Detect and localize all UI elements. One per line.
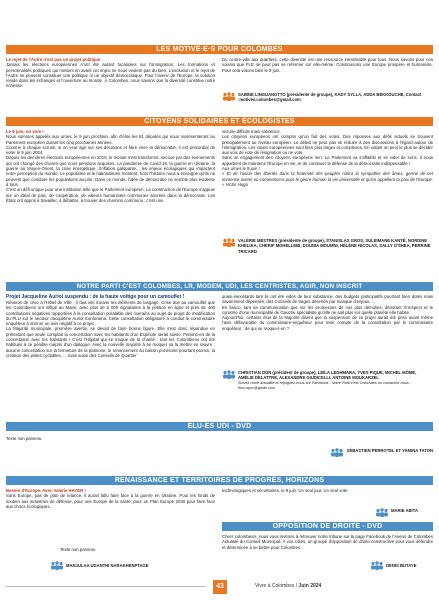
citoyens-r1: victoire difficile mais salvatrice. (222, 129, 281, 134)
renaissance-right-body: technologiques et sécuritaires, le 9 juin. Un seul jour. Un seul vote. (222, 488, 349, 493)
citoyens-sig-name: VALÉRIE MESTRES (présidente de groupe), STANISLAS GROS, SULEIMANE KANTÉ, NORDINE KHELIKA, CHERIF MOHELLEBI, DOUNIA MOUMNI, HÉLÈNE NICOLAS, SALLY O'SHEA, PERRINE TRICARD (238, 238, 431, 254)
notreparti-p2: La Majorité municipale, première avertie, se devait de faire bonne figure. Elle s'est donc répandue en prétextant que seule comptait la concertation avec les habitants d'un Espinole serait suivie. Parlons-en de la concertation avec les habitants ! C'est l'Hôpital qui se moque de la charité : tant les Colombiens ont été habitués à ce pénible mépris d'un dialogue. Avec la nouvelle majorité à se moquer sa la mettre en œuvre : aucune concertation sur la fermeture de la patinoire, le renoncement au bassin provisoire pourtant promis, la création des pistes cyclables, ... mais aussi des Conseils de Quartier (6, 326, 215, 358)
section-header-opposition: OPPOSITION DE DROITE - DVD (222, 522, 433, 531)
citoyens-signature (222, 238, 433, 254)
manjulaa-body: Texte non parvenu (60, 547, 96, 552)
elus-udi-sig-name: SÉBASTIEN PERROTEL ET YAMINA TATON (346, 448, 433, 453)
page-number: 43 (216, 583, 224, 590)
citoyens-p4: C'est un défi unique pour une institution telle que le Parlement européen. La construction de l'Europe s'appuie sur un idéal de paix, de coopération, de valeurs humanistes communes ancrées dans la démocratie. Les États ont appris à travailler, à débattre, à trouver des chemins communs : c'est une (6, 187, 215, 203)
renaissance-sig-name: MARIE ABITA (391, 508, 418, 513)
opposition-signature (370, 561, 433, 570)
citoyens-r3: Sans un engagement des citoyens européens rien. Le Parlement va s'affaiblir et se vider de sens. Il nous appartient de maintenir l'Europe en vie, et de continuer la défense de la démocratie indispensable ! (222, 155, 433, 166)
notreparti-right-column (222, 294, 433, 331)
people-icon (375, 508, 388, 517)
section-header-citoyens: CITOYENS SOLIDAIRES ET ÉCOLOGISTES (6, 117, 433, 126)
notreparti-sig-name: CHRISTIAN DON (président de groupe), LEÏLA LEGHMARA, YVES PIQUE, MICHEL MÔME, AMÉLIE DELATTRE, ALEXANDRE GIUDICELLI, ANTOINE MOUKARZEL (238, 370, 417, 381)
people-icon (222, 238, 235, 247)
notreparti-r1: quasi-inexistants tant ils ont été vidés de leur substance, des budgets participatifs pourtant bien dotés mais savamment dépensés, des Conseils de Sages désertés par manque d'enjeux, ... (222, 294, 433, 305)
footer-title: Vivre à Colombes / Juin 2024 (255, 583, 322, 589)
notreparti-signature (222, 370, 433, 390)
page-footer (0, 580, 439, 600)
citoyens-right-column (222, 129, 433, 187)
opposition-body: Chers colombiens, nous vous invitons à retrouver notre tribune sur la page Facebook de l'Avenir de Colombes Actualité du Conseil Municipal. À vos côtés, un groupe d'opposition de droite constructive pour vous défendre et déterminée à se battre pour Colombes. (222, 534, 433, 550)
people-icon (222, 92, 235, 101)
people-icon (330, 448, 343, 457)
renaissance-heading: Besoin d'Europe. Avec Valerie HAYER ! (6, 488, 86, 493)
motives-left-column (6, 57, 215, 89)
citoyens-p1: Nous sommes appelés aux urnes, le 9 juin prochain, afin d'élire les 81 députés qui nous représenteront au Parlement européen durant les cinq prochaines années. (6, 134, 215, 145)
section-header-motives: LES MOTIVÉ·E·S POUR COLOMBES (6, 45, 433, 54)
manjulaa-signature (50, 561, 220, 570)
section-header-renaissance: RENAISSANCE ET TERRITOIRES DE PROGRÈS, HORIZONS (6, 476, 433, 485)
elus-udi-signature (330, 448, 433, 453)
renaissance-right-column (222, 488, 433, 493)
citoyens-r2: Les citoyens européens ont compris qu'on fait des votes. Des réponses aux défis actuels se trouvent principalement au niveau européen. Le débat ne peut pas se réduire à des discussions à l'égard autour de l'immigration. Les vraies européennes sont bien plus larges et complexes. En votant on peut le plus se décider aux voix de vote de résignation ou ne vote. (222, 134, 433, 156)
citoyens-p2: Comme à chaque scrutin, si on veut agir sur ses décisions et faire vivre la démocratie, il est primordial de voter le 9 juin 2024. (6, 144, 215, 156)
notreparti-p1: Réunion de crise à l'Hôtel de Ville : il faut vite trouver les éléments de langage. Crise due au camouflet que les Colombiens ont infligé au Maire, avec plus de 2 000 signataires à la pétition en ligne et près de 400 contributions négatives rapportées à la consultation préalable des riverains au sujet du projet de modification du PLU sur le secteur Jacqueline Auriol-Conforama. Cette consultation obligatoire a conduit le commissaire enquêteur à donner un avis négatif à ce projet. (6, 300, 215, 327)
citoyens-left-column (6, 129, 215, 203)
section-header-notreparti: NOTRE PARTI C'EST COLOMBES, LR, MODEM, UDI, LES CENTRISTES, AGIR, NON INSCRIT (6, 282, 433, 291)
notreparti-heading: Projet Jacqueline Auriol suspendu : de la haute voltige pour un camouflet ! (6, 294, 185, 300)
motives-right-body: Du centre-ville aux quartiers, cette diversité est une ressource inestimable pour tous. Nous savons pour nos voisins que FLE ne peut pas se refermer sur elle-même. Construisons une Europe prospère et humaniste. Pour cela votons bien le 9 juin. (222, 57, 433, 73)
citoyens-p3: Depuis les dernières élections européennes en 2019, le monde s'est transformé, secoué par des événements qui ont changé des choses que nous pensions acquises. La pandémie de Covid-19, la guerre en Ukraine, la guerre au Moyen-Orient, la crise énergétique, l'inflation galopante... les enjeux écologiques qui impactent notre perception du monde. Le populisme et le nationalisme montent, hors l'histoire nous a enseigné qu'ils ne peuvent que conduire les populations au pire. Dans ce monde, l'idée de démocratie ne semble plus évidente à tous. (6, 155, 215, 187)
motives-signature (222, 92, 433, 102)
motives-right-column (222, 57, 433, 73)
notreparti-r2: En fiasco, tant sa communication que sur les promesses de nos plus démolies, dénotant l'irrespect et le cynisme d'une municipalité de Gauche spécialiste qu'elle ne sait plus sur quelle planète elle habite. (222, 304, 433, 315)
notreparti-sig-contact: Suivez notre actualité et rejoignez-nous sur Facebook : Notre Parti c'est Colombes ou contactez-nous : elus.npcc@gmail.com (238, 380, 411, 390)
people-icon (50, 561, 63, 570)
section-header-elus-udi: ÉLU-ES UDI - DVD (6, 422, 433, 431)
renaissance-body: Sans Europe, pas de plan de relance, il aurait fallu faire face à la guerre en Ukraine. Pour les fonds de soutien aux industries de défense, pour une Europe de la santé, pour un Plan Europe 2030 pour faire face aux chocs écologiques, (6, 493, 215, 509)
citoyens-r4: Aux urnes le 9 juin ! (222, 166, 260, 172)
citoyens-heading: Le 9 juin, on vote ! (6, 129, 44, 134)
magazine-name: Vivre à Colombes (255, 583, 295, 589)
motives-sig-name: SABINE LINGUANOTTO (présidente de groupe), KADY SYLLA, ADDA BEKKOUCHE, Contact :motives.colombes@gmail.com (238, 92, 422, 103)
page-number-box (213, 580, 227, 594)
renaissance-signature (375, 508, 433, 514)
issue-date: Juin 2024 (298, 583, 322, 589)
motives-body: Jamais les élections européennes n'ont été autant focalisées sur l'immigration. Les formations et personnalités politiques qui mettent en avant cet enjeu ne nous veulent pas du bien. L'exclusion et le rejet de l'Autre ne peuvent constituer une politique ni un objectif démocratique. Pour l'avenir de l'Europe, la solution réside dans les échanges et l'ouverture au monde. À Colombes, nous savons que la diversité constitue notre richesse. (6, 62, 215, 89)
motives-heading: Le rejet de l'Autre n'est pas un projet politique (6, 57, 101, 62)
footer-rule (6, 586, 206, 587)
elus-udi-body: Texte non parvenu (6, 436, 42, 441)
people-icon (370, 561, 383, 570)
opposition-sig-name: DENIS BUTAYE (386, 563, 417, 568)
renaissance-left-column (6, 488, 215, 509)
notreparti-r3: Aujourd'hui, certains élus de la Majorité disent que la suspension de ce projet aurait été prise avant même l'avis défavorable du commissaire-enquêteur pour tenir compte de la consultation par le commissaire enquêteur : de qui se moque-t-on ? (222, 315, 433, 331)
citoyens-quote: « Et de l'union des libertés dans la fraternité des peuples naîtra la sympathie des âmes, germe de cet immense avenir où commencera pour le genre humain la vie universelle et qu'on appellera la paix de l'Europe. » Victor Hugo (222, 171, 433, 187)
notreparti-left-column (6, 294, 215, 358)
manjulaa-sig-name: MANJULAA UDANTHI NARAKHENPTAGE (66, 563, 149, 568)
people-icon (222, 370, 235, 379)
